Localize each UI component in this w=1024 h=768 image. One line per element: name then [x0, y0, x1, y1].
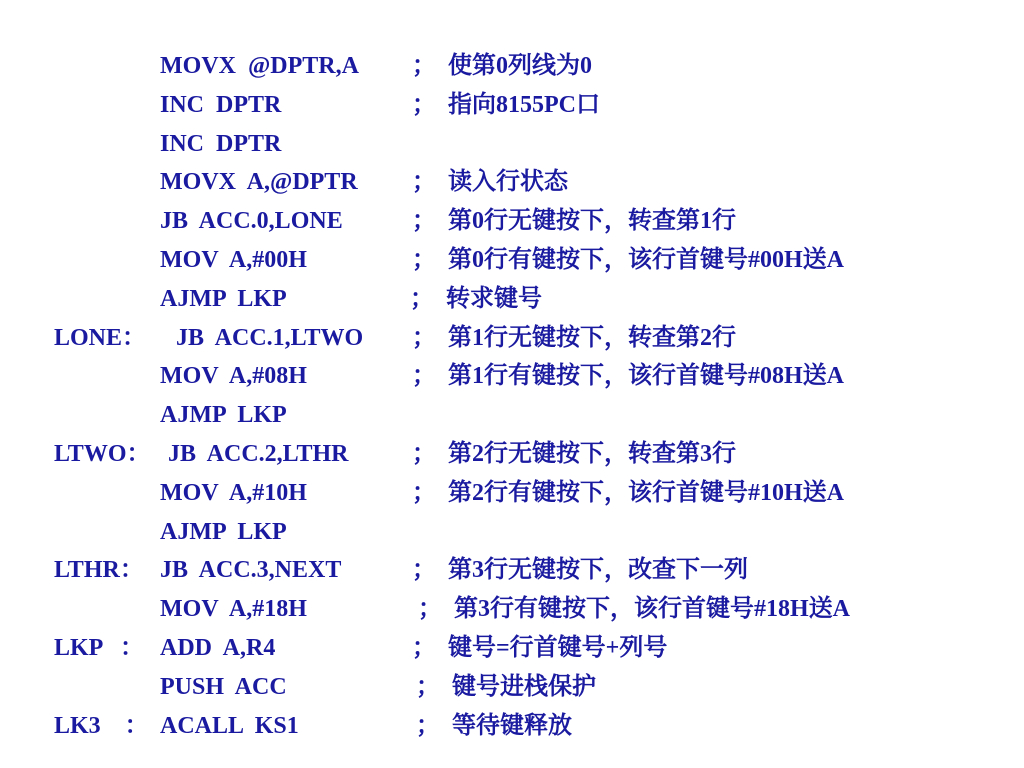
code-instruction: JB ACC.3,NEXT [160, 557, 342, 584]
code-comment: ； 第3行有键按下，该行首键号#18H送A [418, 596, 850, 623]
code-instruction: MOV A,#18H [160, 596, 307, 623]
code-instruction: ADD A,R4 [160, 635, 276, 661]
code-line [0, 397, 1024, 433]
code-comment: ； 第0行无键按下，转查第1行 [412, 208, 736, 235]
code-label: LTWO： [54, 441, 151, 467]
code-label: LTHR： [54, 557, 144, 584]
code-instruction: MOV A,#00H [160, 247, 307, 273]
code-line [0, 320, 1024, 356]
code-instruction: JB ACC.1,LTWO [170, 324, 364, 351]
code-comment: ； 第1行无键按下，转查第2行 [412, 324, 736, 351]
code-comment: ； 读入行状态 [412, 169, 568, 196]
code-instruction: AJMP LKP [160, 285, 287, 312]
code-line [0, 281, 1024, 317]
code-line [0, 630, 1024, 666]
code-line [0, 164, 1024, 200]
code-comment: ； 键号进栈保护 [416, 673, 596, 700]
code-comment: ； 转求键号 [410, 285, 542, 312]
code-line [0, 475, 1024, 511]
code-label: LKP ： [54, 635, 145, 661]
code-line [0, 708, 1024, 744]
code-line [0, 552, 1024, 588]
code-comment: ； 第0行有键按下，该行首键号#00H送A [412, 247, 844, 273]
code-comment: ； 第2行有键按下，该行首键号#10H送A [412, 479, 844, 506]
code-comment: ； 使第0列线为0 [412, 53, 592, 79]
code-comment: ； 第3行无键按下，改查下一列 [412, 557, 748, 584]
code-instruction: MOVX A,@DPTR [160, 169, 358, 196]
code-instruction: MOV A,#10H [160, 479, 307, 506]
code-instruction: JB ACC.0,LONE [160, 208, 343, 235]
code-line [0, 669, 1024, 705]
code-line [0, 242, 1024, 278]
code-line [0, 48, 1024, 84]
code-instruction: INC DPTR [160, 130, 282, 157]
code-instruction: JB ACC.2,LTHR [168, 441, 349, 467]
code-instruction: AJMP LKP [160, 518, 287, 545]
code-line [0, 591, 1024, 627]
code-comment: ； 键号=行首键号+列号 [412, 635, 668, 661]
code-line [0, 203, 1024, 239]
code-comment: ； 指向8155PC口 [412, 91, 600, 118]
code-instruction: PUSH ACC [160, 673, 287, 700]
code-label: LK3 ： [54, 712, 149, 739]
code-comment: ； 第2行无键按下，转查第3行 [412, 441, 736, 467]
code-instruction: INC DPTR [160, 91, 282, 118]
code-line [0, 87, 1024, 123]
code-comment: ； 第1行有键按下，该行首键号#08H送A [412, 363, 844, 390]
code-instruction: AJMP LKP [160, 402, 287, 429]
code-instruction: MOV A,#08H [160, 363, 307, 390]
code-comment: ； 等待键释放 [416, 712, 572, 739]
code-line [0, 436, 1024, 472]
code-line [0, 514, 1024, 550]
code-instruction: MOVX @DPTR,A [160, 53, 359, 79]
code-line [0, 358, 1024, 394]
code-instruction: ACALL KS1 [160, 712, 299, 739]
code-line [0, 126, 1024, 162]
code-label: LONE： [54, 324, 147, 351]
